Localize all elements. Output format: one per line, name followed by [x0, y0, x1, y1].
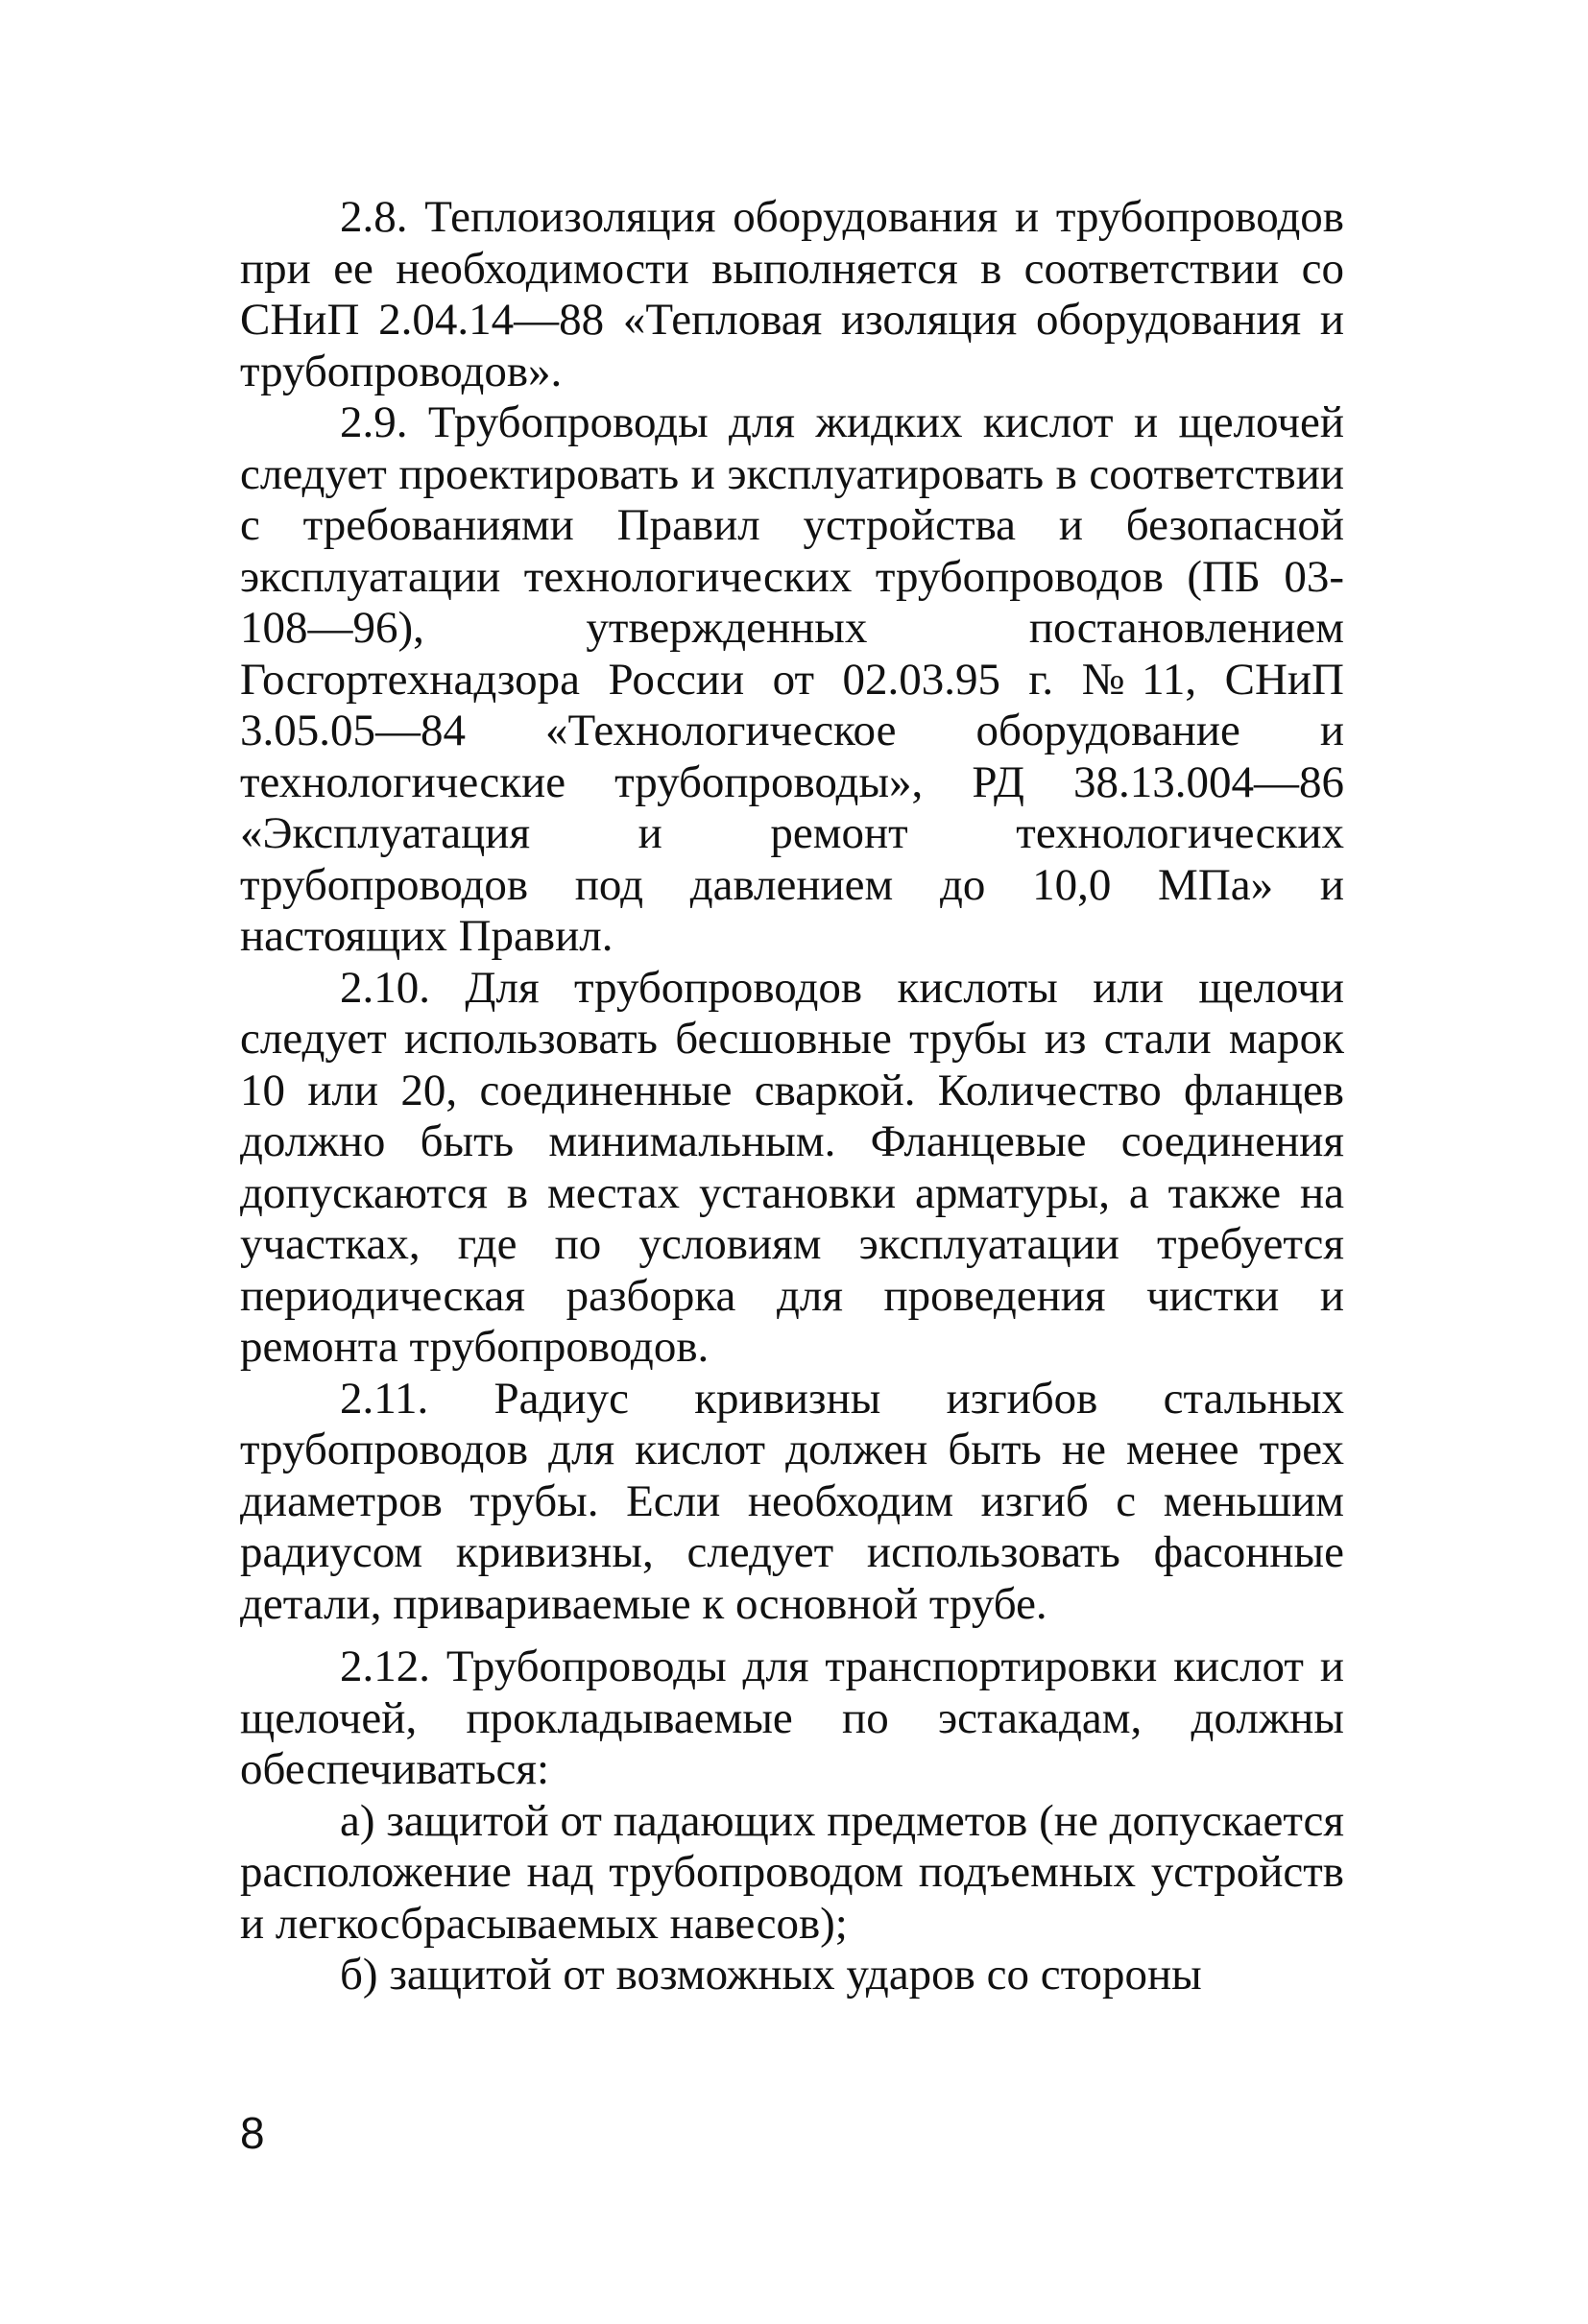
paragraph-2-11: 2.11. Радиус кривизны изгибов стальных трубопроводов для кислот должен быть не менее трех диаметров трубы. Если необходим изгиб с меньшим радиусом кривизны, следует использовать фасонные детали, привариваемые к основной трубе.	[240, 1373, 1344, 1629]
list-item-b: б) защитой от возможных ударов со стороны	[340, 1950, 1202, 2000]
list-item-a: а) защитой от падающих предметов (не допускается расположение над трубопроводом подъемных устройств и легкосбрасываемых навесов);	[240, 1795, 1344, 1949]
page-number: 8	[240, 2108, 265, 2158]
paragraph-2-8: 2.8. Теплоизоляция оборудования и трубопроводов при ее необходимости выполняется в соответствии со СНиП 2.04.14—88 «Тепловая изоляция оборудования и трубопроводов».	[240, 192, 1344, 396]
paragraph-2-9: 2.9. Трубопроводы для жидких кислот и щелочей следует проектировать и эксплуатировать в соответствии с требованиями Правил устройства и безопасной эксплуатации технологических трубопроводов (ПБ 03-108—96), утвержденных постановлением Госгортехнадзора России от 02.03.95 г. №11, СНиП 3.05.05—84 «Технологическое оборудование и технологические трубопроводы», РД 38.13.004—86 «Эксплуатация и ремонт технологических трубопроводов под давлением до 10,0 МПа» и настоящих Правил.	[240, 397, 1344, 961]
paragraph-2-12: 2.12. Трубопроводы для транспортировки кислот и щелочей, прокладываемые по эстакадам, должны обеспечиваться:	[240, 1641, 1344, 1794]
paragraph-2-10: 2.10. Для трубопроводов кислоты или щелочи следует использовать бесшовные трубы из стали марок 10 или 20, соединенные сваркой. Количество фланцев должно быть минимальным. Фланцевые соединения допускаются в местах установки арматуры, а также на участках, где по условиям эксплуатации требуется периодическая разборка для проведения чистки и ремонта трубопроводов.	[240, 962, 1344, 1372]
document-body	[240, 192, 1344, 2001]
